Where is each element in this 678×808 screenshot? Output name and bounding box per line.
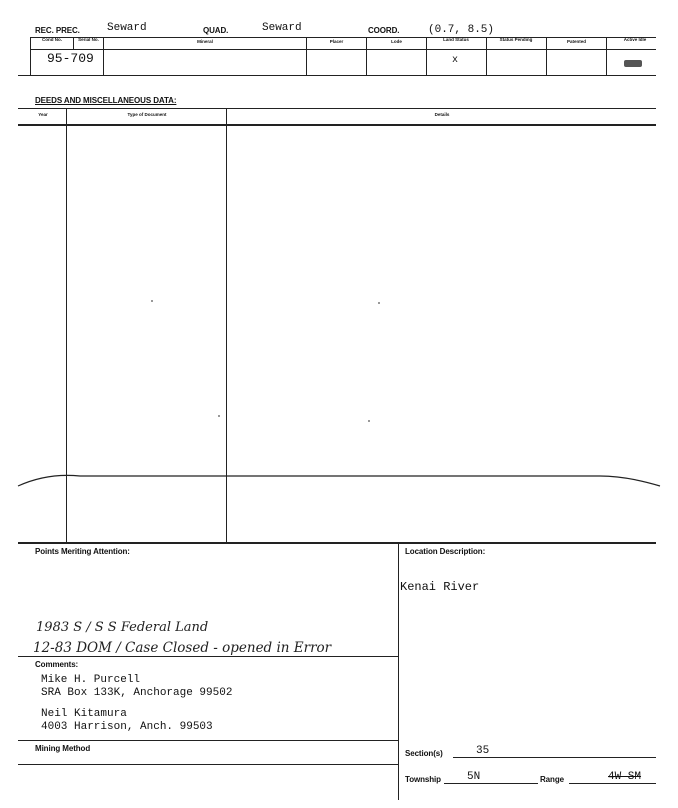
range-label: Range: [540, 775, 564, 784]
handwritten-note-line1: 1983 S / S S Federal Land: [36, 620, 209, 635]
rec-prec-label: REC. PREC.: [35, 26, 80, 35]
scan-speck: [378, 302, 380, 304]
comments-label: Comments:: [35, 660, 79, 669]
fold-line: [0, 464, 678, 494]
active-idle-mark: [624, 60, 642, 67]
township-value: 5N: [467, 771, 481, 783]
points-meriting-attention-label: Points Meriting Attention:: [35, 547, 130, 556]
land-status-value: x: [452, 55, 459, 66]
scan-speck: [151, 300, 153, 302]
range-line: [569, 783, 656, 784]
deeds-bottom-rule: [18, 542, 656, 544]
col-header-mineral: Mineral: [197, 39, 213, 44]
location-description-value: Kenai River: [400, 580, 480, 594]
coord-value: (0.7, 8.5): [428, 24, 495, 36]
col-header-serial-no: Serial No.: [78, 37, 99, 42]
col-header-status-pending: Status Pending: [499, 37, 533, 42]
comments-bottom-rule: [18, 740, 398, 741]
comment-line: SRA Box 133K, Anchorage 99502: [41, 687, 233, 699]
rec-prec-value: Seward: [107, 22, 147, 34]
header-bottom-rule: [18, 75, 656, 76]
col-divider: [426, 37, 427, 75]
col-divider: [486, 37, 487, 75]
comment-line: Neil Kitamura: [41, 708, 127, 720]
coord-label: COORD.: [368, 26, 400, 35]
scan-speck: [218, 415, 220, 417]
col-header-year: Year: [38, 112, 48, 117]
bottom-center-divider: [398, 542, 399, 800]
col-header-placer: Placer: [329, 39, 344, 44]
col-header-cond-no: Cond No.: [42, 37, 62, 42]
quad-value: Seward: [262, 22, 302, 34]
col-divider: [73, 37, 74, 50]
col-header-details: Details: [434, 112, 450, 117]
scan-speck: [368, 420, 370, 422]
quad-label: QUAD.: [203, 26, 229, 35]
deeds-header-rule: [18, 124, 656, 126]
mining-method-rule: [18, 764, 398, 765]
sections-label: Section(s): [405, 749, 443, 758]
deeds-top-rule: [18, 108, 656, 109]
cond-no-value: 95-709: [47, 51, 94, 66]
col-header-lode: Lode: [391, 39, 402, 44]
col-header-land-status: Land Status: [443, 37, 469, 42]
township-line: [444, 783, 538, 784]
mining-method-label: Mining Method: [35, 744, 91, 753]
col-header-patented: Patented: [566, 39, 586, 44]
col-header-active-idle: Active Idle: [623, 37, 647, 42]
comment-line: 4003 Harrison, Anch. 99503: [41, 721, 213, 733]
sections-value: 35: [476, 745, 490, 757]
deeds-section-title: DEEDS AND MISCELLANEOUS DATA:: [35, 96, 177, 105]
township-label: Township: [405, 775, 441, 784]
sections-line: [453, 757, 656, 758]
col-divider: [30, 37, 31, 75]
header-mid-rule: [30, 49, 656, 50]
comment-line: Mike H. Purcell: [41, 674, 141, 686]
points-underline: [18, 656, 398, 657]
header-top-rule: [30, 37, 656, 38]
handwritten-note-line2: 12-83 DOM / Case Closed - opened in Error: [33, 640, 332, 656]
range-value: 4W SM: [608, 771, 642, 783]
col-header-type-of-document: Type of Document: [127, 112, 167, 117]
location-description-label: Location Description:: [405, 547, 486, 556]
col-divider: [606, 37, 607, 75]
